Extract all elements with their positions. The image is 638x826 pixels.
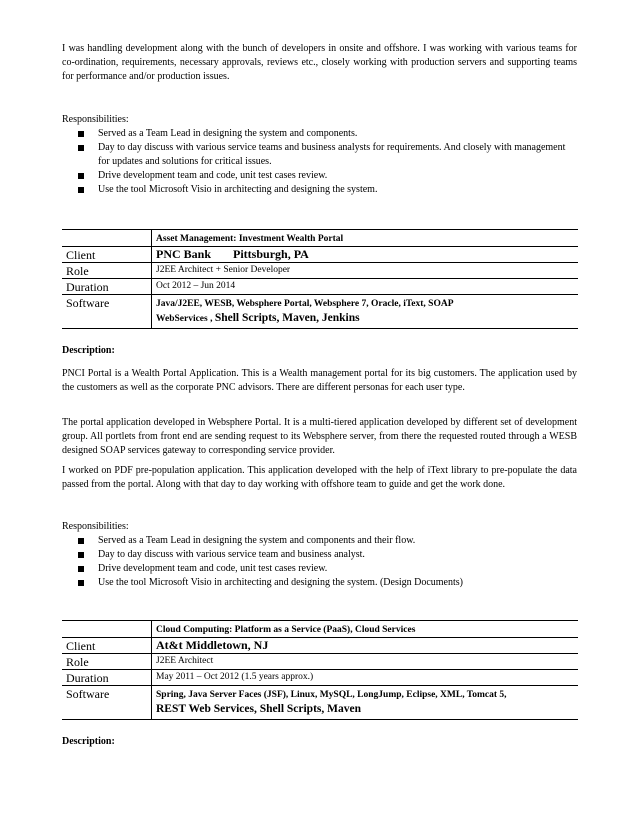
- table-row: [62, 686, 578, 720]
- software-label: Software: [62, 295, 152, 329]
- project1-role: J2EE Architect + Senior Developer: [152, 263, 579, 279]
- square-bullet-icon: [78, 538, 84, 544]
- role-label: Role: [62, 263, 152, 279]
- role-label: Role: [62, 654, 152, 670]
- intro-paragraph: I was handling development along with the bunch of developers in onsite and offshore. I was working with various teams for co-ordination, requirements, necessary approvals, reviews etc., closely working with production servers and supporting teams for performance and/or production issues.: [62, 43, 577, 82]
- intro-bullet-list: [62, 127, 577, 197]
- list-item: Use the tool Microsoft Visio in architecting and designing the system. (Design Documents): [62, 576, 577, 590]
- table-row: [62, 247, 578, 263]
- list-item: Drive development team and code, unit test cases review.: [62, 169, 577, 183]
- project1-client: PNC Bank Pittsburgh, PA: [152, 247, 579, 263]
- list-item: Served as a Team Lead in designing the system and components.: [62, 127, 577, 141]
- project2-duration: May 2011 – Oct 2012 (1.5 years approx.): [152, 670, 579, 686]
- client-label: Client: [62, 638, 152, 654]
- list-item: Drive development team and code, unit test cases review.: [62, 562, 577, 576]
- table-cell: [62, 230, 152, 247]
- client-label: Client: [62, 247, 152, 263]
- table-row: [62, 263, 578, 279]
- square-bullet-icon: [78, 552, 84, 558]
- list-item: Day to day discuss with various service team and business analyst.: [62, 548, 577, 562]
- list-item: Served as a Team Lead in designing the system and components and their flow.: [62, 534, 577, 548]
- table-row: [62, 670, 578, 686]
- project2-software: Spring, Java Server Faces (JSF), Linux, MySQL, LongJump, Eclipse, XML, Tomcat 5, REST Web Services, Shell Scripts, Maven: [152, 686, 579, 720]
- list-item: Use the tool Microsoft Visio in architecting and designing the system.: [62, 183, 577, 197]
- table-row: [62, 654, 578, 670]
- square-bullet-icon: [78, 187, 84, 193]
- table-row: [62, 638, 578, 654]
- project1-bullet-list: [62, 534, 577, 590]
- responsibilities-label: Responsibilities:: [62, 114, 129, 125]
- square-bullet-icon: [78, 145, 84, 151]
- project1-description-paragraph: I worked on PDF pre-population application. This application developed with the help of iText library to pre-populate the data passed from the portal. Along with that day to day working with offshore team to guide and get the work done.: [62, 465, 577, 490]
- project1-description-paragraph: PNCI Portal is a Wealth Portal Application. This is a Wealth management portal for its big customers. The application used by the customers as well as the corporate PNC advisors. There are different personas for each user type.: [62, 368, 577, 393]
- square-bullet-icon: [78, 173, 84, 179]
- duration-label: Duration: [62, 670, 152, 686]
- list-item: Day to day discuss with various service teams and business analysts for requirements. And closely with management for updates and solutions for critical issues.: [62, 141, 577, 169]
- project1-title: Asset Management: Investment Wealth Portal: [152, 230, 579, 247]
- software-label: Software: [62, 686, 152, 720]
- square-bullet-icon: [78, 580, 84, 586]
- table-row: [62, 295, 578, 329]
- responsibilities-label: Responsibilities:: [62, 521, 129, 532]
- project1-description-label: Description:: [62, 345, 115, 356]
- square-bullet-icon: [78, 131, 84, 137]
- project2-table: [62, 620, 578, 720]
- table-row: [62, 279, 578, 295]
- project2-title: Cloud Computing: Platform as a Service (PaaS), Cloud Services: [152, 621, 579, 638]
- project2-client: At&t Middletown, NJ: [152, 638, 579, 654]
- table-cell: [62, 621, 152, 638]
- table-row: [62, 621, 578, 638]
- square-bullet-icon: [78, 566, 84, 572]
- project1-description-paragraph: The portal application developed in Websphere Portal. It is a multi-tiered application developed by different set of development group. All portlets from front end are sending request to its Websphere server, from there the requested routed through a WESB designed SOAP services gateway to corresponding service provider.: [62, 417, 577, 456]
- table-row: [62, 230, 578, 247]
- duration-label: Duration: [62, 279, 152, 295]
- project1-duration: Oct 2012 – Jun 2014: [152, 279, 579, 295]
- project1-software: Java/J2EE, WESB, Websphere Portal, Websphere 7, Oracle, iText, SOAP WebServices , Shell Scripts, Maven, Jenkins: [152, 295, 579, 329]
- project2-description-label: Description:: [62, 736, 115, 747]
- project1-table: [62, 229, 578, 329]
- project2-role: J2EE Architect: [152, 654, 579, 670]
